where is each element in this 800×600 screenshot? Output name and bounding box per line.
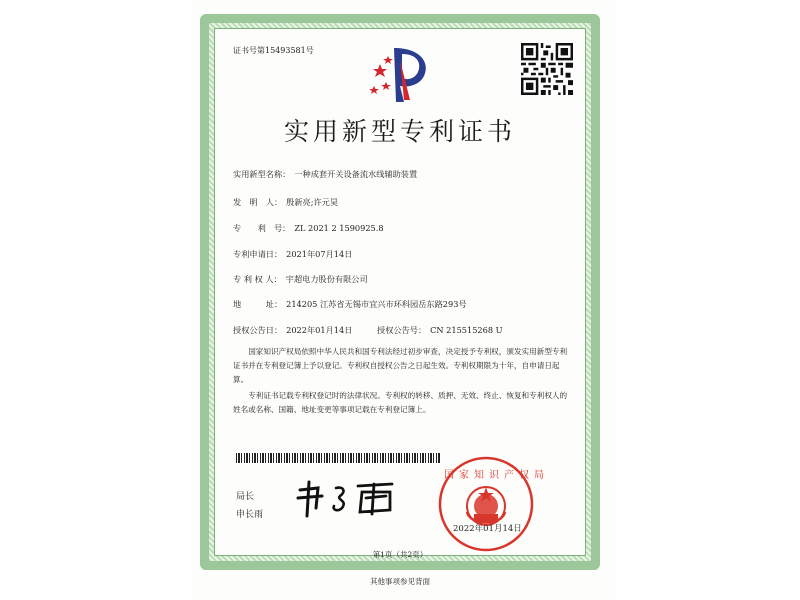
- signature-icon: [292, 478, 402, 518]
- director-name: 申长雨: [236, 510, 264, 520]
- field-label: 专利申请日：: [233, 249, 283, 259]
- page-number: 第1页（共2页）: [372, 550, 428, 559]
- grant-date: 2022年01月14日: [286, 325, 353, 335]
- qr-code-icon: [521, 43, 573, 95]
- field-inventor: [233, 197, 338, 208]
- grant-date-label: 授权公告日：: [233, 325, 283, 335]
- field-value: 一种成套开关设备流水线辅助装置: [294, 169, 418, 179]
- paragraph-legal-status: 专利证书记载专利权登记时的法律状况。专利权的转移、质押、无效、终止、恢复和专利权人的姓名或名称、国籍、地址变更等事项记载在专利登记簿上。: [233, 391, 568, 414]
- field-patentee: [233, 274, 368, 285]
- seal-date: 2022年01月14日: [453, 524, 522, 534]
- grant-number: CN 215515268 U: [430, 325, 503, 335]
- field-patent-number: [233, 223, 384, 234]
- field-value: 2021年07月14日: [286, 249, 353, 259]
- certificate-number: 证书号第15493581号: [233, 46, 314, 55]
- field-grant: [233, 325, 503, 336]
- field-label: 专 利 权 人：: [233, 274, 282, 284]
- footer-note: 其他事项参见背面: [370, 577, 430, 586]
- field-value: ZL 2021 2 1590925.8: [294, 223, 384, 233]
- grant-number-label: 授权公告号：: [377, 325, 427, 335]
- field-address: [233, 299, 467, 310]
- field-label: 专 利 号：: [233, 223, 291, 233]
- barcode: [236, 453, 440, 463]
- field-value: 214205 江苏省无锡市宜兴市环科园岳东路293号: [286, 299, 467, 309]
- field-label: 实用新型名称：: [233, 169, 291, 179]
- field-application-date: [233, 249, 352, 260]
- field-value: 宇超电力股份有限公司: [285, 274, 368, 284]
- director-title: 局长: [236, 492, 255, 502]
- seal-text: 国家知识产权局: [444, 470, 549, 481]
- paragraph-grant: 国家知识产权局依照中华人民共和国专利法经过初步审查，决定授予专利权，颁发实用新型专利证书并在专利登记簿上予以登记。专利权自授权公告之日起生效。专利权期限为十年，自申请日起算。: [233, 347, 568, 384]
- field-label: 地 址：: [233, 299, 283, 309]
- patent-office-logo-icon: [364, 42, 444, 104]
- field-value: 殷新亮;许元昊: [286, 197, 339, 207]
- certificate-title: 实用新型专利证书: [283, 117, 516, 146]
- field-label: 发 明 人：: [233, 197, 283, 207]
- field-utility-model-name: [233, 169, 417, 180]
